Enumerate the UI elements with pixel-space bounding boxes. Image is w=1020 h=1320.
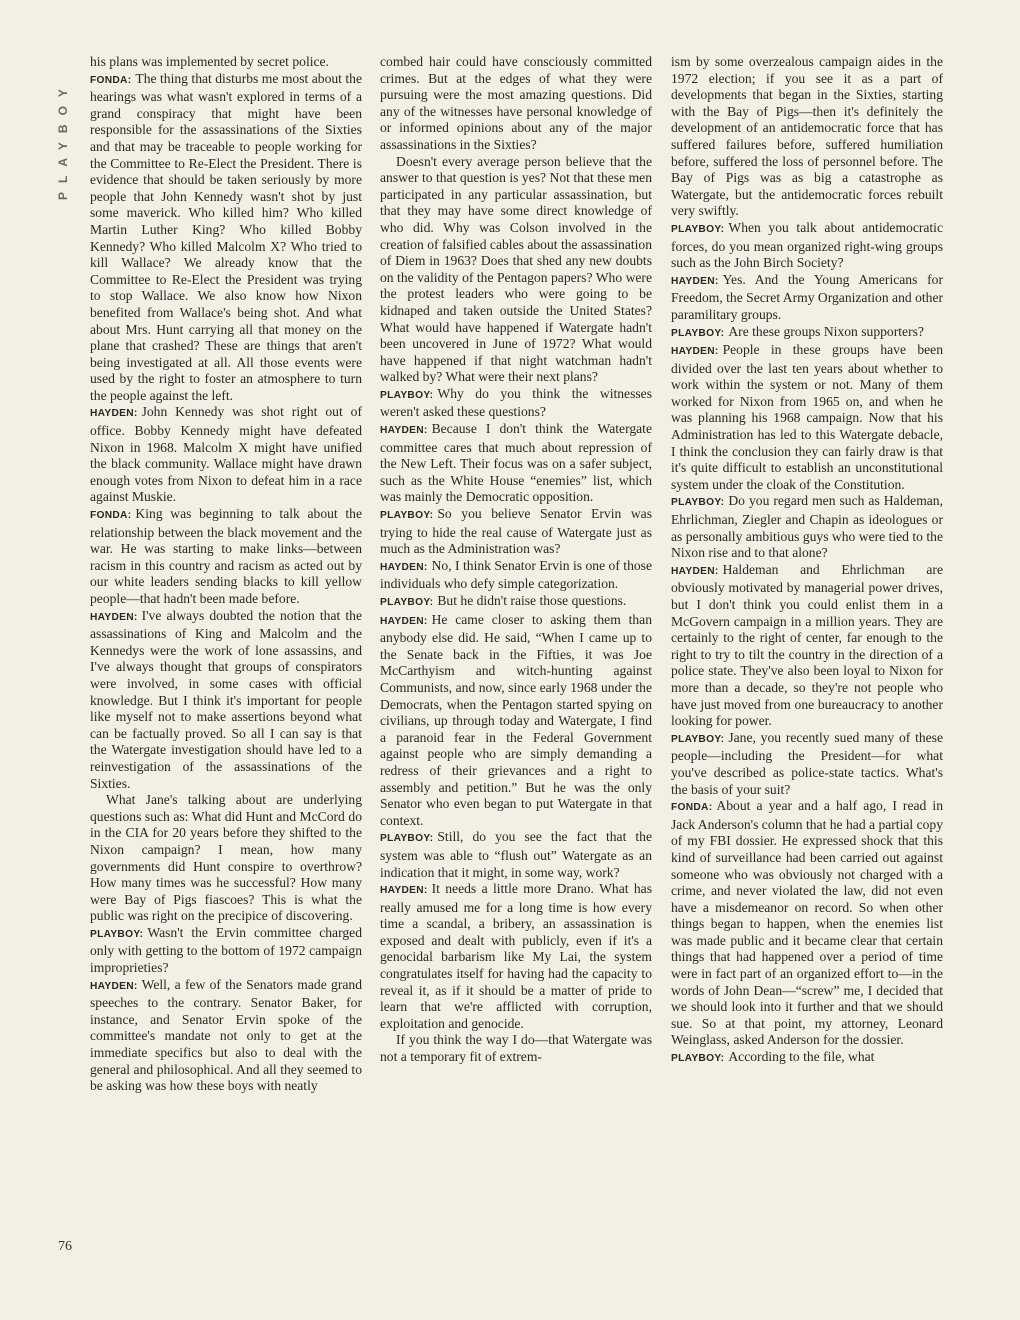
paragraph-text: I've always doubted the notion that the assassinations of King and Malcolm and the Kennedys were the work of lone assassins, and I've always thought that groups of conspirators were involved, in some cases with official knowledge. But I think it's important for people like myself not to make assertions beyond what can be factually proved. So all I can say is that the Watergate investigation should have led to a reinvestigation of the assassinations of the Sixties.	[90, 607, 362, 791]
paragraph	[380, 54, 652, 154]
paragraph	[90, 792, 362, 925]
paragraph	[671, 342, 943, 493]
speaker-label: HAYDEN:	[380, 615, 428, 627]
paragraph	[380, 154, 652, 386]
paragraph	[90, 925, 362, 977]
speaker-label: PLAYBOY:	[671, 497, 725, 509]
masthead: PLAYBOY	[56, 80, 70, 200]
paragraph-text: Still, do you see the fact that the system was able to “flush out” Watergate as an indication that it might, in some way, work?	[380, 829, 652, 880]
paragraph	[90, 54, 362, 71]
paragraph-text: But he didn't raise those questions.	[437, 593, 627, 608]
paragraph	[380, 386, 652, 421]
paragraph	[380, 506, 652, 558]
speaker-label: PLAYBOY:	[671, 327, 725, 339]
speaker-label: PLAYBOY:	[90, 928, 144, 940]
paragraph-text: Wasn't the Ervin committee charged only with getting to the bottom of 1972 campaign improprieties?	[90, 924, 362, 976]
paragraph-text: John Kennedy was shot right out of office. Bobby Kennedy might have defeated Nixon in 1968. Malcolm X might have unified the black community. Wallace might have drawn enough votes from Nixon to defeat him in a race against Muskie.	[90, 404, 362, 505]
speaker-label: HAYDEN:	[671, 275, 719, 287]
paragraph	[380, 558, 652, 593]
paragraph-text: When you talk about antidemocratic forces, do you mean organized right-wing groups such as the John Birch Society?	[671, 219, 943, 271]
speaker-label: HAYDEN:	[90, 611, 138, 623]
speaker-label: HAYDEN:	[671, 565, 719, 577]
paragraph-text: Are these groups Nixon supporters?	[728, 323, 924, 339]
paragraph-text: Because I don't think the Watergate committee cares that much about repression of the New Left. Their focus was on a safer subject, such as the White House “enemies” list, which was mainly the Democratic opposition.	[380, 421, 652, 505]
paragraph	[671, 220, 943, 272]
paragraph	[380, 612, 652, 830]
paragraph-text: He came closer to asking them than anybody else did. He said, “When I came up to the Senate back in the Fifties, it was Joe McCarthyism and witch-hunting against Communists, and now, since early 1968 under the Democrats, when the Pentagon started spying on civilians, up through today and Watergate, I find a paranoid fear in the Federal Government against people who are simply demanding a redress of their grievances and a right to assembly and petition.” But he was the only Senator who even began to put Watergate in that context.	[380, 611, 652, 828]
paragraph-text: his plans was implemented by secret police.	[90, 54, 329, 69]
paragraph-text: Doesn't every average person believe that the answer to that question is yes? Not that these men participated in any particular assassination, but that they may have some direct knowledge of who did. Why was Colson involved in the creation of falsified cables about the assassination of Diem in 1963? Does that shed any new doubts on the validity of the Pentagon papers? Who were the protest leaders who were going to be kidnaped and taken outside the United States? What would have happened if Watergate hadn't been uncovered in June of 1972? What would have happened if that night watchman hadn't walked by? What were their next plans?	[380, 153, 652, 385]
paragraph-text: Well, a few of the Senators made grand speeches to the contrary. Senator Baker, for instance, and Senator Ervin spoke of the committee's mandate not only to get at the immediate specifics but also to deal with the general and philosophical. And all they seemed to be asking was how these boys with neatly	[90, 976, 362, 1094]
paragraph	[380, 593, 652, 612]
paragraph	[671, 798, 943, 1049]
paragraph	[671, 272, 943, 324]
paragraph-text: People in these groups have been divided over the last ten years about whether to work within the system or not. Many of them worked for Nixon from 1965 on, and when he was planning his 1968 campaign. Now that his Administration has led to this Watergate debacle, I think the conclusion they can fairly draw is that it's quite difficult to establish an unconstitutional system under the cloak of the Constitution.	[671, 342, 943, 492]
paragraph-text: No, I think Senator Ervin is one of those individuals who defy simple categorization.	[380, 557, 652, 592]
speaker-label: FONDA:	[671, 802, 713, 814]
paragraph-text: ism by some overzealous campaign aides in the 1972 election; if you see it as a part of developments that began in the Sixties, starting with the Bay of Pigs—then it's definitely the development of an antidemocratic force that has suffered failures before, suffered humiliation before, suffered the loss of personnel before. The Bay of Pigs was as big a catastrophe as Watergate, but the antidemocratic forces rebuilt very swiftly.	[671, 54, 943, 219]
paragraph-text: combed hair could have consciously committed crimes. But at the edges of what they were pursuing were the most amazing questions. Did any of the witnesses have personal knowledge of or informed opinions about any of the major assassinations in the Sixties?	[380, 54, 652, 152]
speaker-label: HAYDEN:	[380, 425, 428, 437]
speaker-label: HAYDEN:	[380, 885, 428, 897]
paragraph-text: About a year and a half ago, I read in Jack Anderson's column that he had a partial copy of my FBI dossier. He expressed shock that this kind of surveillance had been carried out against someone who was obviously not charged with a crime, and never violated the law, did not even have a misdemeanor on record. So when other things began to happen, when the enemies list was made public and it became clear that certain things that had happened over a period of time were in fact part of an organized effort to—in the words of John Dean—“screw” me, I decided that we should look into it further and that we should sue. So at that point, my attorney, Leonard Weinglass, asked Anderson for the dossier.	[671, 798, 943, 1048]
speaker-label: PLAYBOY:	[671, 1053, 725, 1065]
text-column-3	[671, 54, 943, 1068]
text-column-1	[90, 54, 362, 1095]
speaker-label: FONDA:	[90, 74, 132, 86]
speaker-label: PLAYBOY:	[380, 833, 434, 845]
paragraph	[671, 562, 943, 730]
paragraph	[380, 421, 652, 506]
speaker-label: PLAYBOY:	[671, 733, 725, 745]
paragraph	[90, 506, 362, 608]
page-number: 76	[58, 1239, 72, 1254]
paragraph	[671, 730, 943, 798]
paragraph-text: If you think the way I do—that Watergate was not a temporary fit of extrem-	[380, 1032, 652, 1065]
paragraph-text: Yes. And the Young Americans for Freedom, the Secret Army Organization and other paramilitary groups.	[671, 271, 943, 322]
paragraph	[380, 1032, 652, 1065]
paragraph	[671, 54, 943, 220]
paragraph-text: The thing that disturbs me most about the hearings was what wasn't explored in terms of a grand conspiracy that might have been responsible for the assassinations of the Sixties and that may be traceable to people working for the Committee to Re-Elect the President. There is evidence that should be taken seriously by more people that John Kennedy wasn't shot by just some maverick. Who killed him? Who killed Martin Luther King? Who killed Bobby Kennedy? Who killed Malcolm X? Who tried to kill Wallace? We already know that the Committee to Re-Elect the President was trying to stop Wallace. We also know how Nixon benefited from Wallace's being shot. And what about Mrs. Hunt carrying all that money on the plane that crashed? These are things that aren't being investigated at all. All those events were used by the right to foster an atmosphere to turn the people against the left.	[90, 70, 362, 403]
paragraph-text: Jane, you recently sued many of these people—including the President—for what you've described as police-state tactics. What's the basis of your suit?	[671, 729, 943, 797]
paragraph-text: Why do you think the witnesses weren't asked these questions?	[380, 385, 652, 420]
paragraph	[671, 1049, 943, 1068]
paragraph	[90, 71, 362, 405]
paragraph-text: King was beginning to talk about the relationship between the black movement and the war. He was starting to make links—between racism in this country and racism as acted out by our white leaders sending blacks to kill yellow people—that hadn't been made before.	[90, 506, 362, 606]
paragraph	[380, 881, 652, 1032]
speaker-label: PLAYBOY:	[671, 223, 725, 235]
speaker-label: FONDA:	[90, 510, 132, 522]
paragraph	[90, 608, 362, 793]
paragraph	[90, 977, 362, 1095]
speaker-label: HAYDEN:	[671, 346, 719, 358]
speaker-label: PLAYBOY:	[380, 597, 434, 608]
speaker-label: HAYDEN:	[90, 408, 138, 420]
paragraph-text: Haldeman and Ehrlichman are obviously motivated by managerial power drives, but I don't think you could enlist them in a McGovern campaign in a million years. They are certainly to the right of center, far enough to the right to try to tilt the country in the direction of a police state. They've also been loyal to Nixon for more than a decade, so they're not people who have just moved from one bureaucracy to another looking for power.	[671, 561, 943, 729]
paragraph	[671, 493, 943, 561]
paragraph-text: What Jane's talking about are underlying questions such as: What did Hunt and McCord do in the CIA for 20 years before they shifted to the Nixon campaign? I mean, how many governments did Hunt conspire to overthrow? How many times was he successful? How many were Bay of Pigs fiascoes? This is what the public was right on the precipice of discovering.	[90, 792, 362, 924]
paragraph-text: According to the file, what	[728, 1049, 875, 1065]
text-column-2	[380, 54, 652, 1066]
speaker-label: HAYDEN:	[380, 561, 428, 573]
paragraph-text: It needs a little more Drano. What has really amused me for a long time is how every time a scandal, a bribery, an assassination is exposed and dealt with publicly, even if it's a genocidal barbarism like My Lai, the system congratulates itself for having had the capacity to reveal it, as if it should be a matter of pride to learn that we're afflicted with corruption, exploitation and genocide.	[380, 881, 652, 1031]
speaker-label: PLAYBOY:	[380, 389, 434, 401]
paragraph-text: So you believe Senator Ervin was trying to hide the real cause of Watergate just as much as the Administration was?	[380, 506, 652, 557]
paragraph	[90, 404, 362, 506]
paragraph	[671, 324, 943, 343]
paragraph	[380, 829, 652, 881]
speaker-label: PLAYBOY:	[380, 510, 434, 522]
paragraph-text: Do you regard men such as Haldeman, Ehrlichman, Ziegler and Chapin as ideologues or as personally ambitious guys who were tied to the Nixon rise and to that alone?	[671, 493, 943, 561]
speaker-label: HAYDEN:	[90, 980, 138, 992]
